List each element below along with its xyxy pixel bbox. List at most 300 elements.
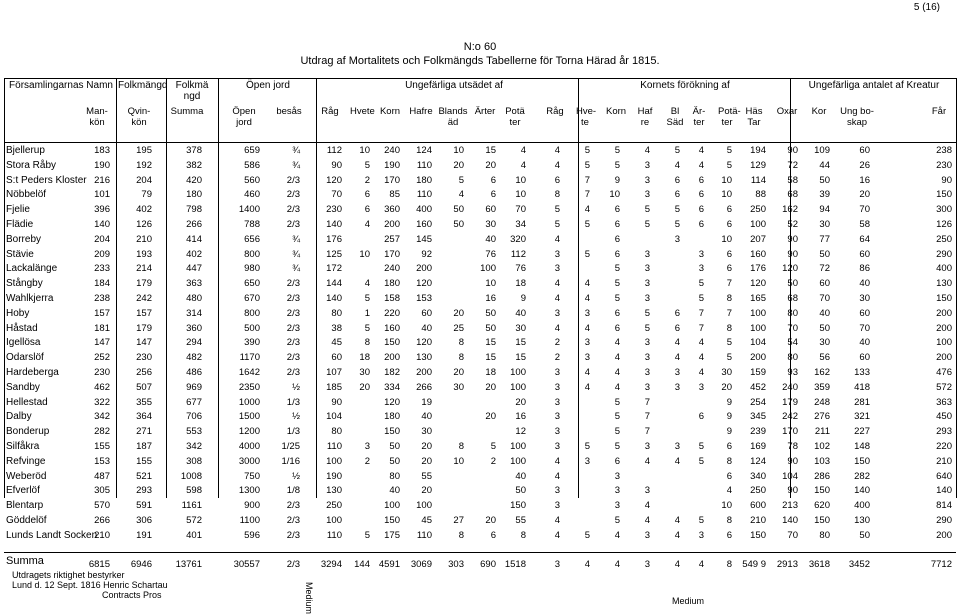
sub-header: Hvete	[350, 106, 375, 117]
table-cell: 50	[389, 441, 400, 452]
table-cell: 77	[819, 233, 830, 245]
table-cell: 44	[819, 159, 830, 171]
table-cell: 150	[510, 500, 526, 512]
table-cell: 148	[854, 441, 870, 452]
table-cell: 596	[244, 529, 260, 541]
table-cell: 180	[384, 411, 400, 423]
table-cell: 5	[554, 219, 560, 230]
sub-header: Potä-ter	[718, 106, 741, 128]
table-cell: 239	[750, 426, 766, 438]
sub-header: Ärter	[474, 106, 496, 117]
table-cell: 19	[421, 396, 432, 408]
parish-name: Igellösa	[6, 337, 41, 349]
table-cell: 418	[854, 381, 870, 393]
table-cell: 162	[782, 204, 798, 216]
document-number: N:o 60	[463, 41, 497, 53]
table-cell: 6	[726, 219, 732, 230]
sub-header: Ung bo-skap	[840, 106, 874, 128]
table-cell: 6	[698, 204, 704, 216]
summa-cell: 3	[644, 558, 650, 570]
table-cell: 55	[421, 470, 432, 482]
table-cell: 169	[750, 441, 766, 452]
table-cell: 5	[726, 145, 732, 156]
table-cell: 120	[750, 278, 766, 290]
header-bottom-rule	[4, 142, 956, 143]
group-header: Ungefärliga utsädet af	[405, 80, 503, 91]
table-cell: 20	[859, 189, 870, 201]
table-cell: 4	[698, 159, 704, 171]
table-cell: 130	[854, 515, 870, 526]
table-cell: 4	[584, 204, 590, 216]
table-cell: 191	[136, 529, 152, 541]
table-cell: 3	[554, 381, 560, 393]
table-cell: 3	[644, 293, 650, 304]
table-cell: 20	[421, 455, 432, 467]
header-top-rule	[4, 78, 956, 79]
table-cell: 60	[859, 248, 870, 260]
table-cell: 100	[510, 441, 526, 452]
table-cell: 586	[244, 159, 260, 171]
table-cell: 160	[416, 219, 432, 230]
table-cell: 180	[186, 189, 202, 201]
table-cell: 640	[936, 470, 952, 482]
table-cell: 4	[364, 278, 370, 290]
table-cell: 6	[726, 204, 732, 216]
table-cell: 20	[453, 367, 464, 378]
table-cell: 150	[384, 337, 400, 349]
table-cell: 2350	[238, 381, 260, 393]
table-cell: 90	[787, 455, 798, 467]
table-cell: 5	[490, 441, 496, 452]
table-cell: 2/3	[286, 204, 300, 216]
table-cell: 153	[416, 293, 432, 304]
table-cell: 209	[94, 248, 110, 260]
table-cell: 8	[726, 293, 732, 304]
table-cell: 3	[644, 278, 650, 290]
table-cell: 230	[136, 352, 152, 364]
table-cell: 5	[364, 529, 370, 541]
table-cell: 40	[389, 485, 400, 497]
table-cell: 342	[186, 441, 202, 452]
parish-name: Fjelie	[6, 204, 30, 216]
parish-name: Lackalänge	[6, 263, 58, 275]
table-cell: 360	[384, 204, 400, 216]
table-cell: 798	[186, 204, 202, 216]
table-cell: 9	[726, 411, 732, 423]
table-cell: 4	[674, 529, 680, 541]
table-cell: 200	[750, 352, 766, 364]
table-cell: 3	[644, 367, 650, 378]
table-cell: 2/3	[286, 278, 300, 290]
sub-header: Bl Säd	[666, 106, 684, 128]
table-cell: 3	[554, 500, 560, 512]
table-cell: 93	[787, 367, 798, 378]
table-cell: 5	[614, 411, 620, 423]
table-cell: 500	[244, 322, 260, 334]
table-cell: 78	[787, 441, 798, 452]
table-cell: 79	[141, 189, 152, 201]
table-cell: 100	[510, 381, 526, 393]
table-cell: 18	[515, 278, 526, 290]
table-cell: 281	[854, 396, 870, 408]
table-cell: 4	[584, 322, 590, 334]
table-cell: 50	[453, 204, 464, 216]
document-title	[0, 40, 960, 68]
table-cell: 4	[644, 145, 650, 156]
table-cell: 50	[485, 322, 496, 334]
table-cell: 30	[819, 337, 830, 349]
table-cell: 340	[750, 470, 766, 482]
table-cell: 4	[614, 352, 620, 364]
table-cell: 5	[674, 219, 680, 230]
table-cell: 150	[936, 189, 952, 201]
table-cell: 293	[936, 426, 952, 438]
table-cell: 157	[136, 307, 152, 319]
table-cell: 4	[584, 367, 590, 378]
table-cell: 282	[94, 426, 110, 438]
table-cell: 240	[384, 145, 400, 156]
table-cell: 4	[554, 322, 560, 334]
table-cell: 3	[554, 248, 560, 260]
table-cell: 58	[859, 219, 870, 230]
table-cell: 10	[721, 500, 732, 512]
table-cell: 4	[584, 278, 590, 290]
table-cell: 4	[554, 515, 560, 526]
sub-header: Råg	[546, 106, 564, 117]
sub-header: Oxar	[776, 106, 798, 117]
table-cell: 103	[814, 455, 830, 467]
table-cell: 7	[584, 189, 590, 201]
table-cell: 4	[726, 485, 732, 497]
parish-name: Stora Råby	[6, 159, 57, 171]
table-cell: 60	[859, 145, 870, 156]
table-cell: 190	[384, 159, 400, 171]
table-cell: 25	[453, 322, 464, 334]
parish-name: Silfåkra	[6, 441, 40, 452]
table-cell: 600	[750, 500, 766, 512]
table-cell: 90	[787, 233, 798, 245]
table-cell: 70	[515, 204, 526, 216]
table-cell: 227	[854, 426, 870, 438]
table-cell: 620	[814, 500, 830, 512]
parish-name: Dalby	[6, 411, 32, 423]
table-cell: 60	[859, 307, 870, 319]
table-cell: 20	[721, 381, 732, 393]
table-cell: 8	[520, 529, 526, 541]
table-cell: 4	[698, 367, 704, 378]
table-cell: 200	[384, 219, 400, 230]
table-cell: 572	[936, 381, 952, 393]
table-cell: 8	[726, 322, 732, 334]
table-cell: 20	[453, 307, 464, 319]
table-cell: 39	[819, 189, 830, 201]
table-cell: 6	[614, 307, 620, 319]
table-cell: 6	[614, 204, 620, 216]
table-cell: 1/3	[286, 396, 300, 408]
table-cell: 322	[94, 396, 110, 408]
table-cell: 6	[490, 174, 496, 186]
table-cell: 2/3	[286, 529, 300, 541]
table-cell: 4	[698, 337, 704, 349]
table-cell: 170	[384, 248, 400, 260]
table-cell: 980	[244, 263, 260, 275]
table-cell: 6	[614, 455, 620, 467]
table-cell: 2	[490, 455, 496, 467]
table-cell: 40	[859, 278, 870, 290]
table-cell: 3	[698, 529, 704, 541]
sub-header: Hve-te	[576, 106, 597, 128]
parish-name: Flädie	[6, 219, 34, 230]
medium-label: Medium	[672, 595, 705, 606]
table-cell: 18	[359, 352, 370, 364]
table-cell: 7	[644, 426, 650, 438]
table-cell: 4	[520, 159, 526, 171]
table-cell: 290	[936, 515, 952, 526]
table-cell: 4	[614, 529, 620, 541]
table-cell: 5	[584, 219, 590, 230]
table-cell: 4	[584, 293, 590, 304]
table-cell: 126	[936, 219, 952, 230]
table-cell: 3	[644, 263, 650, 275]
table-cell: 3	[698, 381, 704, 393]
table-cell: 15	[485, 145, 496, 156]
table-cell: 12	[515, 426, 526, 438]
table-cell: 572	[186, 515, 202, 526]
table-cell: 3	[644, 352, 650, 364]
table-cell: 150	[814, 485, 830, 497]
group-header: Kornets förökning af	[640, 80, 730, 91]
table-cell: 40	[421, 322, 432, 334]
sub-header: Summa	[170, 106, 204, 117]
table-cell: 3	[364, 441, 370, 452]
summa-cell: 4	[674, 558, 680, 570]
table-cell: 4	[614, 367, 620, 378]
summa-cell: 2/3	[286, 558, 300, 570]
table-cell: 157	[94, 307, 110, 319]
table-cell: 294	[186, 337, 202, 349]
summa-cell: 3618	[808, 558, 830, 570]
table-cell: 396	[94, 204, 110, 216]
table-cell: 10	[359, 145, 370, 156]
table-cell: 15	[515, 337, 526, 349]
table-cell: 3	[644, 337, 650, 349]
table-cell: 4	[584, 381, 590, 393]
table-cell: 6	[726, 470, 732, 482]
table-cell: 486	[186, 367, 202, 378]
table-cell: 130	[936, 278, 952, 290]
sub-header: Öpen jord	[232, 106, 256, 128]
table-cell: 242	[136, 293, 152, 304]
table-cell: ¾	[292, 263, 300, 275]
table-cell: 4	[674, 159, 680, 171]
table-cell: 114	[750, 174, 766, 186]
table-cell: 162	[814, 367, 830, 378]
sub-header: Potä ter	[505, 106, 525, 128]
table-cell: 553	[186, 426, 202, 438]
table-cell: 7	[644, 396, 650, 408]
table-cell: 1300	[238, 485, 260, 497]
table-cell: 54	[787, 337, 798, 349]
table-cell: 1400	[238, 204, 260, 216]
table-cell: 130	[416, 352, 432, 364]
table-cell: 70	[787, 529, 798, 541]
table-cell: ¾	[292, 145, 300, 156]
table-cell: 26	[859, 159, 870, 171]
table-cell: 200	[416, 367, 432, 378]
table-cell: 185	[326, 381, 342, 393]
table-cell: 160	[750, 248, 766, 260]
table-cell: 159	[750, 367, 766, 378]
parish-name: Göddelöf	[6, 515, 47, 526]
table-cell: 4	[520, 145, 526, 156]
table-cell: 90	[941, 174, 952, 186]
table-cell: 45	[331, 337, 342, 349]
table-cell: 147	[136, 337, 152, 349]
table-cell: 230	[326, 204, 342, 216]
table-cell: 30	[819, 219, 830, 230]
parish-name: Efverlöf	[6, 485, 40, 497]
table-cell: 6	[614, 233, 620, 245]
table-cell: 6	[726, 529, 732, 541]
table-cell: 60	[819, 278, 830, 290]
table-cell: 6	[698, 411, 704, 423]
table-cell: 4	[554, 470, 560, 482]
table-cell: 30	[359, 367, 370, 378]
table-cell: 100	[750, 307, 766, 319]
parish-name: Wahlkjerra	[6, 293, 54, 304]
table-cell: 190	[326, 470, 342, 482]
table-cell: 450	[936, 411, 952, 423]
table-cell: 110	[416, 189, 432, 201]
table-cell: 204	[94, 233, 110, 245]
table-cell: 110	[326, 441, 342, 452]
table-cell: 238	[936, 145, 952, 156]
sub-header: Häs Tar	[745, 106, 763, 128]
table-cell: 240	[782, 381, 798, 393]
table-cell: 677	[186, 396, 202, 408]
table-cell: 6	[698, 219, 704, 230]
table-cell: 20	[485, 381, 496, 393]
table-cell: 400	[936, 263, 952, 275]
table-cell: 254	[750, 396, 766, 408]
table-cell: 3	[554, 367, 560, 378]
table-cell: 210	[136, 233, 152, 245]
table-cell: 30	[859, 293, 870, 304]
table-cell: 80	[819, 529, 830, 541]
table-cell: 120	[384, 396, 400, 408]
table-cell: 656	[244, 233, 260, 245]
table-cell: 120	[416, 337, 432, 349]
table-cell: 120	[326, 174, 342, 186]
table-cell: 487	[94, 470, 110, 482]
summa-cell: 549 9	[742, 558, 766, 570]
table-cell: 10	[453, 145, 464, 156]
table-cell: 4	[644, 455, 650, 467]
table-cell: 180	[416, 174, 432, 186]
table-cell: 5	[644, 204, 650, 216]
table-cell: 5	[458, 174, 464, 186]
table-cell: 390	[244, 337, 260, 349]
table-cell: 155	[136, 455, 152, 467]
parish-name: Sandby	[6, 381, 40, 393]
table-cell: 6	[490, 189, 496, 201]
table-cell: 6	[674, 322, 680, 334]
table-cell: 125	[326, 248, 342, 260]
table-cell: 7	[584, 174, 590, 186]
table-cell: 50	[515, 485, 526, 497]
table-cell: 8	[458, 529, 464, 541]
table-cell: 70	[787, 322, 798, 334]
table-cell: 210	[936, 455, 952, 467]
table-cell: 5	[584, 441, 590, 452]
table-cell: 271	[136, 426, 152, 438]
group-header: Folkmä ngd	[175, 80, 209, 102]
table-cell: 150	[384, 426, 400, 438]
table-cell: 256	[136, 367, 152, 378]
table-cell: 30	[453, 381, 464, 393]
column-divider	[218, 78, 219, 498]
table-cell: 5	[698, 293, 704, 304]
table-cell: 147	[94, 337, 110, 349]
table-cell: 6	[674, 307, 680, 319]
table-cell: 20	[421, 485, 432, 497]
sub-header: Får	[931, 106, 947, 117]
table-cell: 363	[936, 396, 952, 408]
table-cell: 92	[421, 248, 432, 260]
table-cell: 50	[485, 307, 496, 319]
table-cell: 378	[186, 145, 202, 156]
table-cell: 220	[384, 307, 400, 319]
table-cell: 10	[515, 174, 526, 186]
table-cell: 2/3	[286, 293, 300, 304]
table-cell: 1642	[238, 367, 260, 378]
table-cell: 276	[814, 411, 830, 423]
parish-name: Håstad	[6, 322, 38, 334]
table-cell: 150	[384, 515, 400, 526]
table-cell: 155	[94, 441, 110, 452]
table-cell: 5	[614, 441, 620, 452]
table-cell: 50	[453, 219, 464, 230]
table-cell: 50	[389, 455, 400, 467]
table-cell: 402	[186, 248, 202, 260]
table-cell: 140	[854, 485, 870, 497]
table-cell: 10	[453, 455, 464, 467]
table-cell: 6	[698, 189, 704, 201]
table-cell: 195	[136, 145, 152, 156]
table-cell: 363	[186, 278, 202, 290]
table-cell: 3	[554, 426, 560, 438]
table-cell: 414	[186, 233, 202, 245]
table-cell: 6	[364, 204, 370, 216]
summa-cell: 7712	[930, 558, 952, 570]
table-cell: 176	[326, 233, 342, 245]
table-cell: 200	[936, 352, 952, 364]
table-cell: 5	[584, 159, 590, 171]
table-cell: 1100	[239, 515, 260, 526]
table-cell: 5	[584, 529, 590, 541]
table-cell: 6	[674, 189, 680, 201]
table-cell: 706	[186, 411, 202, 423]
table-cell: 2/3	[286, 337, 300, 349]
table-cell: 282	[854, 470, 870, 482]
parish-name: Nöbbelöf	[6, 189, 47, 201]
footer-attestation	[12, 570, 168, 600]
summa-cell: 4	[698, 558, 704, 570]
table-cell: 266	[186, 219, 202, 230]
table-cell: ¾	[292, 233, 300, 245]
summa-rule	[4, 552, 956, 553]
table-cell: 30	[421, 426, 432, 438]
